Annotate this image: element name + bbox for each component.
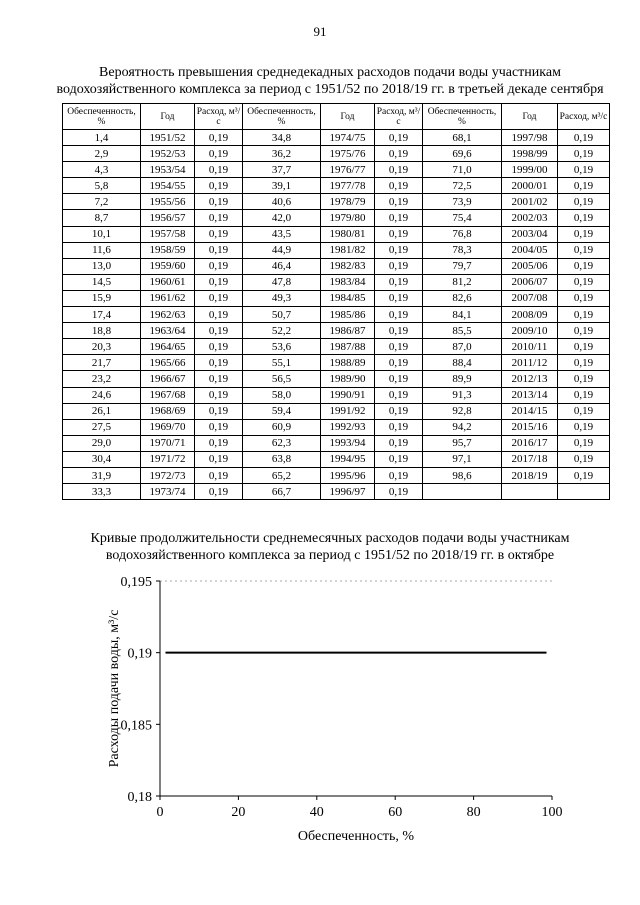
table-cell: 0,19 bbox=[558, 146, 610, 162]
table-cell: 0,19 bbox=[195, 194, 243, 210]
table-cell: 0,19 bbox=[558, 435, 610, 451]
chart-title-line-1: Кривые продолжительности среднемесячных расходов подачи воды участникам bbox=[90, 531, 570, 546]
table-cell: 1998/99 bbox=[502, 146, 558, 162]
table-cell: 0,19 bbox=[558, 194, 610, 210]
table-cell: 1989/90 bbox=[321, 371, 375, 387]
table-cell: 0,19 bbox=[558, 339, 610, 355]
table-cell: 4,3 bbox=[63, 162, 141, 178]
table-cell: 2008/09 bbox=[502, 307, 558, 323]
table-header-cell: Год bbox=[502, 104, 558, 130]
table-cell: 56,5 bbox=[243, 371, 321, 387]
table-cell: 31,9 bbox=[63, 467, 141, 483]
table-cell: 1991/92 bbox=[321, 403, 375, 419]
table-cell: 1963/64 bbox=[141, 323, 195, 339]
table-cell: 2014/15 bbox=[502, 403, 558, 419]
table-cell: 71,0 bbox=[423, 162, 502, 178]
table-cell: 0,19 bbox=[375, 339, 423, 355]
table-cell: 37,7 bbox=[243, 162, 321, 178]
table-cell: 0,19 bbox=[558, 258, 610, 274]
table-cell: 89,9 bbox=[423, 371, 502, 387]
table-cell: 0,19 bbox=[375, 323, 423, 339]
table-cell: 65,2 bbox=[243, 467, 321, 483]
table-row bbox=[63, 451, 610, 467]
chart-title-line-2: водохозяйственного комплекса за период с 1951/52 по 2018/19 гг. в октябре bbox=[105, 548, 555, 563]
table-cell: 1968/69 bbox=[141, 403, 195, 419]
table-cell: 0,19 bbox=[375, 419, 423, 435]
table-cell: 1983/84 bbox=[321, 274, 375, 290]
y-tick-label: 0,185 bbox=[120, 718, 152, 734]
table-cell: 1985/86 bbox=[321, 307, 375, 323]
table-cell: 1992/93 bbox=[321, 419, 375, 435]
table-cell: 98,6 bbox=[423, 467, 502, 483]
table-cell: 1964/65 bbox=[141, 339, 195, 355]
table-cell: 53,6 bbox=[243, 339, 321, 355]
table-row bbox=[63, 210, 610, 226]
table-title-line-2: водохозяйственного комплекса за период с 1951/52 по 2018/19 гг. в третьей декаде сентября bbox=[56, 82, 604, 97]
table-cell: 11,6 bbox=[63, 242, 141, 258]
table-cell bbox=[502, 484, 558, 500]
table-cell: 0,19 bbox=[195, 467, 243, 483]
y-tick-label: 0,195 bbox=[120, 575, 152, 590]
table-cell: 52,2 bbox=[243, 323, 321, 339]
table-row bbox=[63, 130, 610, 146]
table-cell: 1988/89 bbox=[321, 355, 375, 371]
table-cell: 1993/94 bbox=[321, 435, 375, 451]
table-cell: 0,19 bbox=[558, 307, 610, 323]
table-cell: 0,19 bbox=[195, 451, 243, 467]
table-cell: 21,7 bbox=[63, 355, 141, 371]
y-tick-label: 0,18 bbox=[127, 790, 152, 805]
table-cell: 1959/60 bbox=[141, 258, 195, 274]
table-cell: 30,4 bbox=[63, 451, 141, 467]
table-cell: 2016/17 bbox=[502, 435, 558, 451]
table-cell: 43,5 bbox=[243, 226, 321, 242]
table-cell: 91,3 bbox=[423, 387, 502, 403]
table-cell: 0,19 bbox=[375, 146, 423, 162]
table-cell: 62,3 bbox=[243, 435, 321, 451]
table-cell: 0,19 bbox=[558, 226, 610, 242]
table-cell: 1978/79 bbox=[321, 194, 375, 210]
table-cell: 66,7 bbox=[243, 484, 321, 500]
table-row bbox=[63, 226, 610, 242]
table-header-cell: Расход, м³/с bbox=[375, 104, 423, 130]
table-row bbox=[63, 387, 610, 403]
table-cell: 0,19 bbox=[195, 355, 243, 371]
x-tick-label: 20 bbox=[231, 805, 246, 820]
table-header-cell: Расход, м³/с bbox=[195, 104, 243, 130]
table-row bbox=[63, 194, 610, 210]
table-cell: 0,19 bbox=[195, 162, 243, 178]
table-row bbox=[63, 307, 610, 323]
table-cell: 1996/97 bbox=[321, 484, 375, 500]
table-row bbox=[63, 290, 610, 306]
table-cell: 1952/53 bbox=[141, 146, 195, 162]
table-cell: 1995/96 bbox=[321, 467, 375, 483]
table-row bbox=[63, 419, 610, 435]
table-cell: 0,19 bbox=[558, 290, 610, 306]
table-cell: 0,19 bbox=[375, 258, 423, 274]
table-cell: 0,19 bbox=[375, 290, 423, 306]
table-cell: 50,7 bbox=[243, 307, 321, 323]
table-cell: 27,5 bbox=[63, 419, 141, 435]
table-cell: 60,9 bbox=[243, 419, 321, 435]
probability-table bbox=[62, 103, 610, 500]
table-cell: 1981/82 bbox=[321, 242, 375, 258]
table-cell: 2006/07 bbox=[502, 274, 558, 290]
table-cell: 2012/13 bbox=[502, 371, 558, 387]
table-cell: 0,19 bbox=[195, 403, 243, 419]
table-cell: 2002/03 bbox=[502, 210, 558, 226]
table-cell: 0,19 bbox=[195, 387, 243, 403]
chart-title bbox=[40, 530, 620, 564]
table-cell: 0,19 bbox=[375, 451, 423, 467]
x-tick-label: 100 bbox=[541, 805, 563, 820]
table-cell: 95,7 bbox=[423, 435, 502, 451]
table-cell: 1972/73 bbox=[141, 467, 195, 483]
table-cell: 0,19 bbox=[195, 419, 243, 435]
table-row bbox=[63, 339, 610, 355]
table-cell: 0,19 bbox=[558, 467, 610, 483]
table-header-cell: Год bbox=[141, 104, 195, 130]
table-cell: 0,19 bbox=[375, 242, 423, 258]
table-cell: 0,19 bbox=[558, 355, 610, 371]
table-cell: 0,19 bbox=[375, 274, 423, 290]
table-cell: 47,8 bbox=[243, 274, 321, 290]
table-cell: 1966/67 bbox=[141, 371, 195, 387]
table-cell: 55,1 bbox=[243, 355, 321, 371]
x-axis-label: Обеспеченность, % bbox=[297, 829, 415, 844]
table-cell: 1957/58 bbox=[141, 226, 195, 242]
table-cell: 1975/76 bbox=[321, 146, 375, 162]
table-cell: 24,6 bbox=[63, 387, 141, 403]
table-cell: 18,8 bbox=[63, 323, 141, 339]
table-cell: 20,3 bbox=[63, 339, 141, 355]
table-cell: 85,5 bbox=[423, 323, 502, 339]
table-cell: 0,19 bbox=[195, 178, 243, 194]
table-cell: 0,19 bbox=[195, 242, 243, 258]
table-cell: 1971/72 bbox=[141, 451, 195, 467]
table-cell: 1979/80 bbox=[321, 210, 375, 226]
table-cell: 36,2 bbox=[243, 146, 321, 162]
table-cell: 0,19 bbox=[375, 355, 423, 371]
table-cell: 0,19 bbox=[195, 130, 243, 146]
table-cell: 1997/98 bbox=[502, 130, 558, 146]
table-cell: 0,19 bbox=[558, 242, 610, 258]
table-cell: 1967/68 bbox=[141, 387, 195, 403]
table-row bbox=[63, 162, 610, 178]
table-cell: 0,19 bbox=[195, 290, 243, 306]
table-cell: 2010/11 bbox=[502, 339, 558, 355]
table-cell: 1953/54 bbox=[141, 162, 195, 178]
table-cell: 2,9 bbox=[63, 146, 141, 162]
table-row bbox=[63, 274, 610, 290]
table-header-cell: Обеспеченность, % bbox=[243, 104, 321, 130]
table-cell: 26,1 bbox=[63, 403, 141, 419]
table-cell: 49,3 bbox=[243, 290, 321, 306]
page-number: 91 bbox=[313, 24, 327, 39]
table-cell: 0,19 bbox=[558, 130, 610, 146]
table-cell: 0,19 bbox=[375, 467, 423, 483]
table-cell: 0,19 bbox=[375, 371, 423, 387]
table-cell: 92,8 bbox=[423, 403, 502, 419]
table-cell: 87,0 bbox=[423, 339, 502, 355]
table-cell: 0,19 bbox=[375, 403, 423, 419]
table-cell: 2009/10 bbox=[502, 323, 558, 339]
table-cell: 42,0 bbox=[243, 210, 321, 226]
table-cell: 1954/55 bbox=[141, 178, 195, 194]
table-cell: 75,4 bbox=[423, 210, 502, 226]
table-row bbox=[63, 435, 610, 451]
table-cell: 0,19 bbox=[195, 274, 243, 290]
table-header-row bbox=[63, 104, 610, 130]
table-cell: 58,0 bbox=[243, 387, 321, 403]
table-cell: 2017/18 bbox=[502, 451, 558, 467]
table-cell: 1999/00 bbox=[502, 162, 558, 178]
table-cell: 46,4 bbox=[243, 258, 321, 274]
table-cell: 1990/91 bbox=[321, 387, 375, 403]
table-cell: 0,19 bbox=[558, 403, 610, 419]
table-cell: 0,19 bbox=[558, 371, 610, 387]
table-cell: 2007/08 bbox=[502, 290, 558, 306]
table-row bbox=[63, 371, 610, 387]
table-cell: 0,19 bbox=[375, 210, 423, 226]
table-cell: 0,19 bbox=[375, 226, 423, 242]
table-cell: 1973/74 bbox=[141, 484, 195, 500]
table-cell: 10,1 bbox=[63, 226, 141, 242]
table-cell: 0,19 bbox=[195, 226, 243, 242]
table-cell: 29,0 bbox=[63, 435, 141, 451]
table-cell: 72,5 bbox=[423, 178, 502, 194]
table-cell: 2005/06 bbox=[502, 258, 558, 274]
table-cell: 0,19 bbox=[375, 194, 423, 210]
table-cell: 15,9 bbox=[63, 290, 141, 306]
table-cell: 1960/61 bbox=[141, 274, 195, 290]
table-cell: 1,4 bbox=[63, 130, 141, 146]
table-cell: 5,8 bbox=[63, 178, 141, 194]
table-cell: 40,6 bbox=[243, 194, 321, 210]
table-cell: 1965/66 bbox=[141, 355, 195, 371]
table-cell: 1970/71 bbox=[141, 435, 195, 451]
table-cell: 2015/16 bbox=[502, 419, 558, 435]
table-cell: 2003/04 bbox=[502, 226, 558, 242]
x-tick-label: 0 bbox=[156, 805, 164, 820]
table-cell: 88,4 bbox=[423, 355, 502, 371]
table-cell: 0,19 bbox=[195, 371, 243, 387]
table-cell: 2000/01 bbox=[502, 178, 558, 194]
table-row bbox=[63, 323, 610, 339]
table-cell: 0,19 bbox=[195, 339, 243, 355]
table-cell: 0,19 bbox=[195, 307, 243, 323]
table-cell: 1962/63 bbox=[141, 307, 195, 323]
table-cell: 1951/52 bbox=[141, 130, 195, 146]
table-cell: 97,1 bbox=[423, 451, 502, 467]
table-cell: 0,19 bbox=[195, 258, 243, 274]
table-cell: 1986/87 bbox=[321, 323, 375, 339]
table-cell: 1961/62 bbox=[141, 290, 195, 306]
table-cell: 2004/05 bbox=[502, 242, 558, 258]
table-cell: 59,4 bbox=[243, 403, 321, 419]
table-cell: 76,8 bbox=[423, 226, 502, 242]
table-cell: 7,2 bbox=[63, 194, 141, 210]
table-cell: 8,7 bbox=[63, 210, 141, 226]
table-cell: 0,19 bbox=[375, 162, 423, 178]
table-cell: 0,19 bbox=[558, 387, 610, 403]
table-cell: 1994/95 bbox=[321, 451, 375, 467]
table-cell: 13,0 bbox=[63, 258, 141, 274]
table-cell: 0,19 bbox=[375, 387, 423, 403]
table-row bbox=[63, 467, 610, 483]
table-row bbox=[63, 258, 610, 274]
table-cell: 17,4 bbox=[63, 307, 141, 323]
table-cell: 81,2 bbox=[423, 274, 502, 290]
table-row bbox=[63, 178, 610, 194]
table-title bbox=[40, 64, 620, 98]
table-cell: 0,19 bbox=[558, 178, 610, 194]
table-row bbox=[63, 484, 610, 500]
table-cell: 1987/88 bbox=[321, 339, 375, 355]
table-cell: 73,9 bbox=[423, 194, 502, 210]
table-cell: 1969/70 bbox=[141, 419, 195, 435]
table-cell: 1955/56 bbox=[141, 194, 195, 210]
table-cell: 23,2 bbox=[63, 371, 141, 387]
table-cell: 44,9 bbox=[243, 242, 321, 258]
table-cell: 0,19 bbox=[375, 178, 423, 194]
table-cell: 14,5 bbox=[63, 274, 141, 290]
table-cell: 1977/78 bbox=[321, 178, 375, 194]
table-cell: 0,19 bbox=[195, 146, 243, 162]
table-cell: 63,8 bbox=[243, 451, 321, 467]
table-cell: 69,6 bbox=[423, 146, 502, 162]
table-cell: 39,1 bbox=[243, 178, 321, 194]
table-cell: 33,3 bbox=[63, 484, 141, 500]
table-header-cell: Расход, м³/с bbox=[558, 104, 610, 130]
table-cell: 68,1 bbox=[423, 130, 502, 146]
table-cell: 94,2 bbox=[423, 419, 502, 435]
table-cell: 1984/85 bbox=[321, 290, 375, 306]
table-cell: 0,19 bbox=[195, 210, 243, 226]
table-cell: 1980/81 bbox=[321, 226, 375, 242]
x-tick-label: 40 bbox=[309, 805, 324, 820]
table-cell: 79,7 bbox=[423, 258, 502, 274]
table-cell: 78,3 bbox=[423, 242, 502, 258]
table-cell: 0,19 bbox=[558, 451, 610, 467]
table-cell: 0,19 bbox=[558, 210, 610, 226]
table-cell: 34,8 bbox=[243, 130, 321, 146]
table-cell: 0,19 bbox=[375, 130, 423, 146]
table-cell: 2018/19 bbox=[502, 467, 558, 483]
table-cell: 0,19 bbox=[195, 323, 243, 339]
table-cell: 1958/59 bbox=[141, 242, 195, 258]
y-tick-label: 0,19 bbox=[127, 646, 152, 662]
duration-curve-chart bbox=[0, 560, 640, 850]
table-title-line-1: Вероятность превышения среднедекадных расходов подачи воды участникам bbox=[99, 65, 561, 80]
table-row bbox=[63, 242, 610, 258]
table-cell: 2011/12 bbox=[502, 355, 558, 371]
table-cell: 0,19 bbox=[558, 323, 610, 339]
table-cell: 82,6 bbox=[423, 290, 502, 306]
table-cell: 0,19 bbox=[195, 484, 243, 500]
table-cell: 0,19 bbox=[375, 307, 423, 323]
table-cell: 1974/75 bbox=[321, 130, 375, 146]
table-cell: 0,19 bbox=[375, 484, 423, 500]
table-cell: 0,19 bbox=[558, 419, 610, 435]
table-row bbox=[63, 403, 610, 419]
table-cell: 0,19 bbox=[558, 162, 610, 178]
table-cell: 1956/57 bbox=[141, 210, 195, 226]
x-tick-label: 80 bbox=[466, 805, 481, 820]
table-cell: 0,19 bbox=[375, 435, 423, 451]
y-axis-label: Расходы подачи воды, м³/с bbox=[107, 609, 122, 768]
table-cell bbox=[423, 484, 502, 500]
table-row bbox=[63, 355, 610, 371]
table-cell: 1976/77 bbox=[321, 162, 375, 178]
table-cell: 0,19 bbox=[195, 435, 243, 451]
table-row bbox=[63, 146, 610, 162]
table-cell: 2013/14 bbox=[502, 387, 558, 403]
table-cell: 0,19 bbox=[558, 274, 610, 290]
x-tick-label: 60 bbox=[388, 805, 403, 820]
table-header-cell: Год bbox=[321, 104, 375, 130]
table-header-cell: Обеспеченность, % bbox=[63, 104, 141, 130]
table-cell: 2001/02 bbox=[502, 194, 558, 210]
table-header-cell: Обеспеченность, % bbox=[423, 104, 502, 130]
table-cell: 84,1 bbox=[423, 307, 502, 323]
table-cell: 1982/83 bbox=[321, 258, 375, 274]
table-cell bbox=[558, 484, 610, 500]
